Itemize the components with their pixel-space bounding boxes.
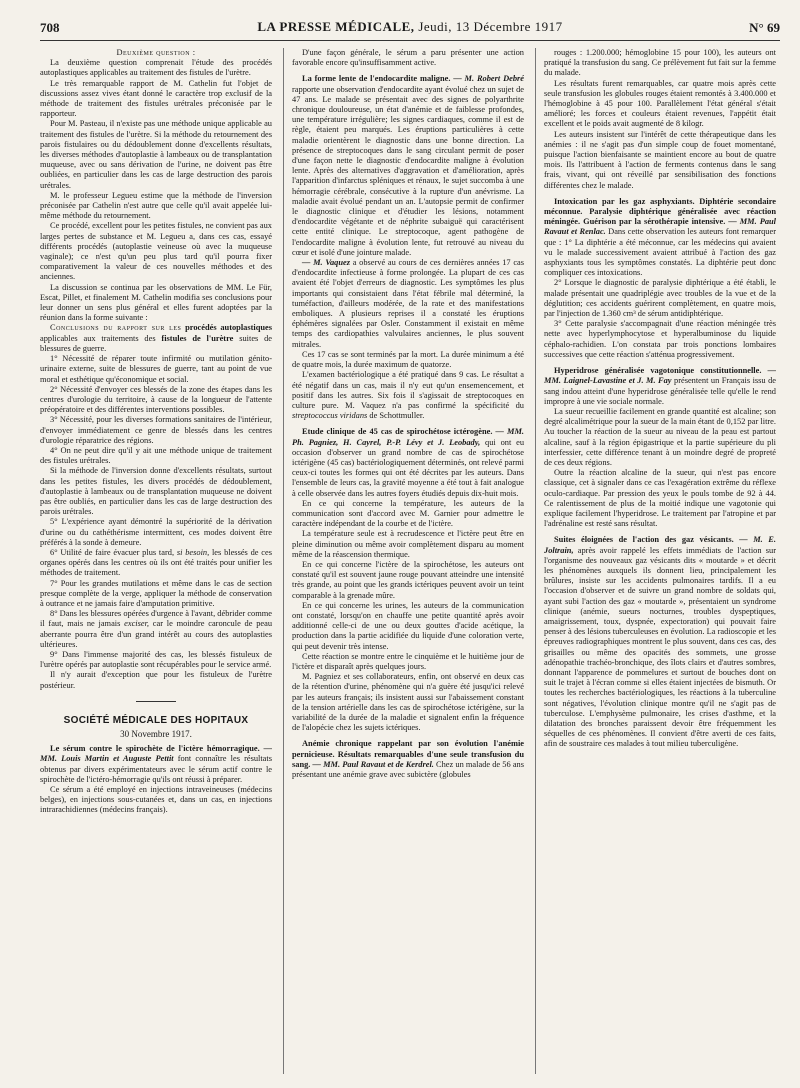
article-title: Hyperidrose généralisée vagotonique constitutionnelle. [554, 366, 762, 376]
article-authors: — MM. Paul Ravaut et Renlac. [544, 217, 776, 237]
italic-term: exciser, [124, 619, 150, 629]
conclusion-item [40, 609, 272, 650]
article [544, 197, 776, 279]
article-title: Intoxication par les gaz asphyxiants. Diphtérie secondaire méconnue. Paralysie diphtérique généralisée avec réaction méningée. Guérison par la sérothérapie intensive. [544, 196, 776, 227]
conclusions-label: Conclusions du rapport sur les [50, 323, 182, 333]
italic-term: si besoin, [176, 547, 210, 557]
paragraph: Les auteurs insistent sur l'intérêt de cette thérapeutique dans les anémies : il ne s'agit pas d'un simple coup de fouet momentané, puisque l'action bienfaisante se maintient encore au bout de quatre mois. Ils l'attribuent à l'action de ferments contenus dans le sang frais, vivant, qui ont réveillé par sensibilisation des fonctions différentes chez le malade. [544, 129, 776, 190]
article [292, 427, 524, 498]
paragraph: 2° Lorsque le diagnostic de paralysie diphtérique a été établi, le malade présentait une quadriplégie avec troubles de la vue et de la déglutition; ces accidents guérirent complètement, en quatre mois, par l'injection de 1.360 cm³ de sérum antidiphtérique. [544, 278, 776, 319]
journal-page [40, 18, 780, 1074]
article [544, 535, 776, 749]
paragraph [292, 370, 524, 421]
session-date: 30 Novembre 1917. [120, 729, 192, 739]
article-text: rapporte une observation d'endocardite ayant évolué chez un sujet de 47 ans. Le malade se présentait avec des signes de polyarthrite chronique douloureuse, un état d'anémie et de faiblesse profondes, une température irrégulière; les signes cardiaques, comme il est de règle, étaient peu marqués. Les éruptions particulières à cette maladie orientèrent le diagnostic dans une bonne direction. La présence de streptocoques dans le sang circulant permit de poser d'une façon nette le diagnostic d'endocardite maligne à évolution lente. Après des alternatives d'aggravation et d'amélioration, après l'apparition d'infarctus spléniques et rénaux, le sujet succomba à une hémorragie cérébrale, consécutive à la rupture d'un anévrisme. La maladie avait évolué pendant un an. L'autopsie permit de confirmer le diagnostic clinique et d'étudier les lésions, notamment d'endocardite végétante et de néphrite subaiguë qui caractérisent cette entité clinique. Le streptocoque, agent pathogène de l'endocardite maligne à évolution lente, fut retrouvé au niveau du cœur et isolé d'une jointure malade. [292, 84, 524, 257]
article-title: Etude clinique de 45 cas de spirochétose ictérogène. [302, 427, 493, 437]
journal-title [40, 19, 780, 35]
paragraph: La sueur recueillie facilement en grande quantité est alcaline; son degré alcalimétrique pour la sueur de la main étant de 0,152 par litre. Au toucher la réaction de la sueur au niveau de la peau est partout alcaline, sauf à la région épigastrique et la partie supérieure du pli interfessier, cette différence tenant à un moindre degré de propreté de ces deux régions. [544, 406, 776, 467]
paragraph: Pour M. Pasteau, il n'existe pas une méthode unique applicable au traitement des fistules de l'urètre. Si la méthode du retournement des parois fistulaires ou du dédoublement donne d'excellents résultats, les diverses méthodes d'autoplastie à lambeaux ou de transplantation muqueuse, avec ou sans dérivation de l'urine, ne doivent pas être oubliées, en particulier dans les cas de large destruction des parois urétrales. [40, 119, 272, 190]
text-run: car le moindre caroncule de peau aberrante pourra être d'un grand intérêt au cours des autoplasties ultérieures. [40, 619, 272, 649]
paragraph: Les résultats furent remarquables, car quatre mois après cette seule transfusion les globules rouges étaient remontés à 3.400.000 et l'hémoglobine à 45 pour 100. Parallèlement l'état général s'était amélioré; les forces et couleurs étaient revenues, l'appétit était excellent et le poids avait augmenté de 8 kilogr. [544, 78, 776, 129]
text-run: 6° Utilité de faire évacuer plus tard, [50, 547, 175, 557]
conclusion-item: 7° Pour les grandes mutilations et même dans le cas de section presque complète de la verge, appliquer la méthode de conservation à outrance et ne jamais faire d'amputation primitive. [40, 578, 272, 608]
issue-number: N° 69 [749, 20, 780, 35]
paragraph: La température seule est à recrudescence et l'ictère peut être en pleine diminution ou même avoir complètement disparu au moment même de la réascension thermique. [292, 529, 524, 559]
article-text: présentent un Français issu de sang indou atteint d'une hyperidrose généralisée telle qu'elle le rend impropre à une vie sociale normale. [544, 376, 776, 406]
article-text: Chez un malade de 56 ans présentant une anémie grave avec subictère (globules [292, 759, 524, 780]
article-text: font connaître les résultats obtenus par divers expérimentateurs avec le sérum actif contre le spirochète de l'ictéro-hémorragie qu'ils ont réussi à préparer. [40, 754, 272, 784]
paragraph: Cette réaction se montre entre le cinquième et le huitième jour de l'ictère et disparaît après quelques jours. [292, 651, 524, 671]
text-run: applicables aux traitements des [40, 333, 156, 343]
article [292, 258, 524, 350]
paragraph: En ce qui concerne l'ictère de la spirochétose, les auteurs ont constaté qu'il est souvent jaune rouge pouvant atteindre une intensité très grande, au point que les grands ictériques peuvent avoir un teint comparable à la grenade mûre. [292, 559, 524, 600]
italic-term: streptococcus viridans [292, 411, 368, 421]
article-authors: — M. E. Joltrain, [544, 535, 776, 555]
paragraph: Outre la réaction alcaline de la sueur, qui n'est pas encore classique, cet à signaler dans ce cas l'exagération extrême du réflexe oculo-cardiaque. Par pression des yeux le pouls tombe de 92 à 44. Ce ralentissement de plus de la moitié indique une vagotonie qui explique facilement l'hyperidrose. Le traitement par l'atropine et par l'adrénaline est resté sans résultat. [544, 468, 776, 529]
journal-name: LA PRESSE MÉDICALE, [257, 19, 415, 34]
column-divider [535, 48, 536, 1074]
article-text: Dans cette observation les auteurs font remarquer que : 1° La diphtérie a été méconnue, car les médecins qui avaient vu le malade successivement avaient attribué à l'action des gaz asphyxiants tous les symptômes constatés. La diphtérie peut donc compliquer ces intoxications. [544, 227, 776, 278]
bold-term: procédés autoplastiques [185, 323, 272, 333]
paragraph: M. Pagniez et ses collaborateurs, enfin, ont observé en deux cas de la rétention d'urine, phénomène qui n'a guère été jusqu'ici relevé par les auteurs français; ils insistent aussi sur l'abaissement constant de la tension artérielle dans les cas de spirochétose ictérigène, sur la variabilité de la durée de la maladie et signalent enfin la fréquence de l'alopécie chez les sujets ictériques. [292, 672, 524, 733]
paragraph: La deuxième question comprenait l'étude des procédés autoplastiques applicables au traitement des fistules de l'urètre. [40, 58, 272, 78]
article-text: a observé au cours de ces dernières années 17 cas d'endocardite infectieuse à forme prolongée. La plupart de ces cas avaient été l'objet d'erreurs de diagnostic. Les symptômes les plus importants qui consistaient dans l'état fébrile mal déterminé, la tuméfaction, d'ailleurs modérée, de la rate et des manifestations emboliques. A plusieurs reprises il a constaté les éruptions éphémères signalées par Osler. Constamment il existait en même temps des cardiopathies valvulaires anciennes, le plus souvent mitrales. [292, 258, 524, 349]
article [292, 74, 524, 258]
conclusion-item: 3° Nécessité, pour les diverses formations sanitaires de l'intérieur, d'envoyer immédiatement ce genre de blessés dans les centres d'urologie réparatrice des régions. [40, 415, 272, 445]
article-title: Anémie chronique rappelant par son évolution l'anémie pernicieuse. Résultats remarquables d'une seule transfusion du sang. [292, 739, 524, 769]
conclusion-item: 5° L'expérience ayant démontré la supériorité de la dérivation d'urine ou du cathéthérisme intermittent, ces modes doivent être préférés à la sonde à demeure. [40, 517, 272, 547]
paragraph: Ces 17 cas se sont terminés par la mort. La durée minimum a été de quatre mois, la durée maximum de quatorze. [292, 349, 524, 370]
bold-term: fistules de l'urètre [161, 333, 234, 343]
header-rule [40, 40, 780, 41]
paragraph: 3° Cette paralysie s'accompagnait d'une réaction méningée très nette avec hyperlymphocytose et hyperalbuminose du liquide céphalo-rachidien. L'on constata par trois ponctions lombaires successives que cette réaction s'atténua progressivement. [544, 319, 776, 359]
page-number: 708 [40, 20, 60, 35]
paragraph: Il n'y aurait d'exception que pour les fistuleux de l'urètre postérieur. [40, 670, 272, 690]
article-title: Le sérum contre le spirochète de l'ictère hémorragique. [50, 744, 260, 754]
article [40, 744, 272, 785]
conclusion-item: 2° Nécessité d'envoyer ces blessés de la zone des étapes dans les centres d'urologie du territoire, à cause de la longueur de l'attente préopératoire et des différentes interventions possibles. [40, 384, 272, 415]
paragraph: Si la méthode de l'inversion donne d'excellents résultats, surtout dans les petites fistules, les divers procédés de dédoublement, d'autoplastie à lambeaux ou de transplantation muqueuse ne doivent pas être oubliés, en particulier dans les cas de large destruction des parois urétrales. [40, 466, 272, 517]
section-subheading: Deuxième question : [116, 48, 196, 57]
article-title: Suites éloignées de l'action des gaz vésicants. [554, 535, 734, 545]
column-3 [544, 48, 776, 1088]
article-text: après avoir rappelé les effets immédiats de l'action sur l'organisme des nouveaux gaz vésicants dits « moutarde » et décrit les phénomènes auxquels ils donnent lieu, principalement les brûlures, insiste sur les accidents pulmonaires tardifs. Il a eu l'occasion d'observer et de suivre un grand nombre de soldats qui, ayant subi l'action des gaz « moutarde », présentaient un syndrome clinique (anémie, sueurs nocturnes, troubles dyspeptiques, amaigrissement, toux, dyspnée, expectoration) qui pouvait faire penser à des lésions tuberculeuses en évolution. La radioscopie et les épreuves radiographiques montrent le plus souvent, dans ces cas, des grisailles ou même des opacités des sommets, une grosse adénopathie trachéo-bronchique, des îlots clairs et d'autres sombres, donnant l'apparence de pommelures et surtout de bouches dont on suit le trajet à l'écran comme si elles étaient injectées de bismuth. Or toutes les recherches bactériologiques, les réactions à la tuberculine sont négatives, l'évolution clinique montre qu'il ne s'agit pas de tuberculose. L'emphysème pulmonaire, les crises d'asthme, et la dilatation des bronches paraissent devoir être fréquemment les séquelles de ces phénomènes. Il convient d'être averti de ces faits, afin de soustraire ces malades à tout milieu tuberculigène. [544, 545, 776, 749]
paragraph: En ce qui concerne la température, les auteurs de la communication sont d'accord avec M. Garnier pour admettre le caractère indépendant de la courbe et de l'ictère. [292, 498, 524, 529]
article-authors: — MM. Ph. Pagniez, H. Cayrel, P.-P. Lévy et J. Leobady, [292, 427, 524, 447]
paragraph: En ce qui concerne les urines, les auteurs de la communication ont constaté, lorsqu'on en chauffe une petite quantité après avoir additionné celle-ci de une ou deux gouttes d'acide acétique, la production dans la partie acidifiée du liquide d'une coloration verte, qui peut devenir très intense. [292, 600, 524, 651]
column-2 [292, 48, 524, 1088]
conclusion-item: 1° Nécessité de réparer toute infirmité ou mutilation génito-urinaire externe, suite de blessures de guerre, tant au point de vue moral et esthétique qu'économique et social. [40, 354, 272, 384]
text-run: suites de blessures de guerre. [40, 333, 272, 353]
society-heading: SOCIÉTÉ MÉDICALE DES HOPITAUX [63, 714, 249, 726]
text-run: de Schottmuller. [369, 411, 425, 421]
article-title: La forme lente de l'endocardite maligne. [302, 74, 451, 84]
paragraph: La discussion se continua par les observations de MM. Le Für, Escat, Pillet, et finalement M. Cathelin modifia ses conclusions pour leur donner un sens plus général et elles furent adoptées par la réunion dans la forme suivante : [40, 282, 272, 323]
article-authors: — M. Vaquez [302, 258, 350, 268]
conclusion-item: 9° Dans l'immense majorité des cas, les blessés fistuleux de l'urètre opérés par autoplastie sont récupérables pour le service armé. [40, 649, 272, 670]
article [544, 366, 776, 407]
article [292, 739, 524, 780]
text-run: L'examen bactériologique a été pratiqué dans 9 cas. Le résultat a été négatif dans un cas, mais il n'y eut qu'un ensemencement, et positif dans les autres. Six fois il s'agissait de streptocoques en culture pure. M. Vaquez n'a pas confirmé la spécificité du [292, 370, 524, 410]
article-text: qui ont eu occasion d'observer un grand nombre de cas de spirochétose ictérigène (45 cas) bactériologiquement déterminés, ont relevé parmi ceux-ci toutes les formes qui ont été décrites par les auteurs. Dans l'ensemble de leurs cas, la gravité moyenne a été tout à fait analogue à celle observée dans les autres foyers étudiés depuis dix-huit mois. [292, 437, 524, 498]
column-1 [40, 48, 272, 1088]
page-header [40, 18, 780, 38]
article-authors: — MM. Louis Martin et Auguste Pettit [40, 744, 272, 764]
paragraph: Ce sérum a été employé en injections intraveineuses (médecins belges), en injections sous-cutanées et, dans un cas, en injections intrarachidiennes (médecins français). [40, 785, 272, 815]
issue-date: Jeudi, 13 Décembre 1917 [418, 19, 563, 34]
text-run: 8° Dans les blessures opérées d'urgence à l'avant, débrider comme il faut, mais ne jamais [40, 609, 272, 629]
article-authors: — MM. Paul Ravaut et de Kerdrel. [312, 759, 434, 769]
conclusion-item [40, 548, 272, 579]
column-divider [283, 48, 284, 1074]
article-authors: — MM. Laignel-Lavastine et J. M. Fay [544, 366, 776, 386]
paragraph: Le très remarquable rapport de M. Cathelin fut l'objet de discussions assez vives étant donné le caractère trop exclusif de la méthode de traitement des fistules urétrales préconisée par le rapporteur. [40, 78, 272, 119]
paragraph: rouges : 1.200.000; hémoglobine 15 pour 100), les auteurs ont pratiqué la transfusion du sang. Ce prélèvement fut fait sur la femme du malade. [544, 48, 776, 78]
paragraph: D'une façon générale, le sérum a paru présenter une action favorable encore qu'insuffisamment active. [292, 48, 524, 68]
conclusions-heading [40, 323, 272, 354]
paragraph: M. le professeur Legueu estime que la méthode de l'inversion préconisée par Cathelin n'est autre que celle qu'il avait appelée lui-même méthode du retournement. [40, 190, 272, 221]
text-run: les blessés de ces organes opérés dans les centres où ils ont été traités pour unifier les méthodes de traitement. [40, 547, 272, 578]
paragraph: Ce procédé, excellent pour les petites fistules, ne convient pas aux larges pertes de substance et M. Legueu a, dans ces cas, essayé différents procédés (autoplastie veineuse où avec la muqueuse vaginale); ce n'est qu'un peu plus tard qu'il pourra fixer comparativement la valeur de ces nouvelles méthodes et des anciennes. [40, 221, 272, 282]
article-authors: — M. Robert Debré [453, 74, 524, 84]
section-rule [136, 701, 176, 702]
conclusion-item: 4° On ne peut dire qu'il y ait une méthode unique de traitement des fistules urétrales. [40, 445, 272, 466]
